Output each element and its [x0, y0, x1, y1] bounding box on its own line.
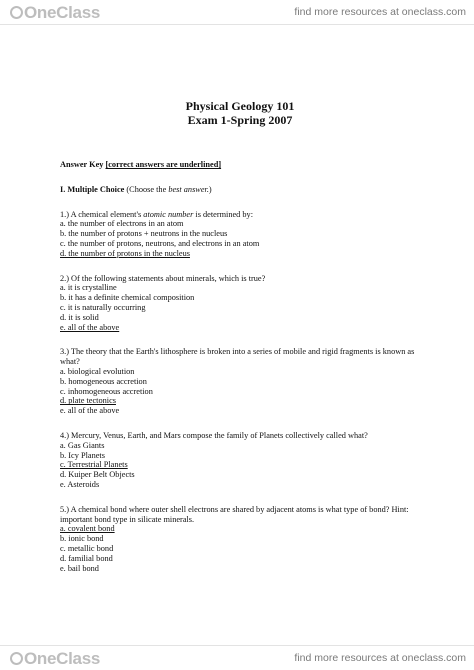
q1-option-d-correct: d. the number of protons in the nucleus — [60, 248, 190, 258]
oneclass-logo-footer[interactable] — [10, 649, 100, 669]
question-1-text — [60, 210, 420, 220]
q1-option-c: c. the number of protons, neutrons, and electrons in an atom — [60, 238, 260, 248]
q1-text-pre: 1.) A chemical element's — [60, 209, 142, 219]
question-2 — [60, 274, 420, 333]
q4-option-c-correct: c. Terrestrial Planets — [60, 460, 128, 470]
section-number: I. — [60, 184, 66, 194]
logo-mark-icon — [10, 652, 23, 665]
q1-option-b: b. the number of protons + neutrons in the nucleus — [60, 229, 228, 239]
question-5-text: 5.) A chemical bond where outer shell electrons are shared by adjacent atoms is what type of bond? Hint: important bond type in silicate minerals. — [60, 504, 409, 524]
section-note-post: ) — [208, 184, 212, 194]
question-3 — [60, 347, 420, 416]
answer-key-note: [correct answers are underlined] — [105, 160, 222, 169]
answer-key-line — [60, 160, 420, 170]
q1-option-a: a. the number of electrons in an atom — [60, 219, 184, 229]
question-3-text: 3.) The theory that the Earth's lithosphere is broken into a series of mobile and rigid fragments is known as what? — [60, 347, 415, 367]
logo-text: OneClass — [24, 649, 101, 668]
q5-option-b: b. ionic bond — [60, 534, 104, 544]
q4-option-b: b. Icy Planets — [60, 450, 105, 460]
q4-option-e: e. Asteroids — [60, 479, 100, 489]
section-note-pre: (Choose the — [126, 184, 167, 194]
q2-option-d: d. it is solid — [60, 312, 99, 322]
section-title: Multiple Choice — [67, 184, 125, 194]
question-2-text: 2.) Of the following statements about minerals, which is true? — [60, 273, 266, 283]
q3-option-c: c. inhomogeneous accretion — [60, 386, 153, 396]
section-note-emphasis: best answer. — [168, 184, 209, 194]
question-4 — [60, 431, 420, 490]
q2-option-a: a. it is crystalline — [60, 283, 117, 293]
q5-option-e: e. bail bond — [60, 563, 99, 573]
promo-link-footer[interactable]: find more resources at oneclass.com — [294, 652, 466, 664]
question-4-text: 4.) Mercury, Venus, Earth, and Mars compose the family of Planets collectively called what? — [60, 430, 368, 440]
q4-option-d: d. Kuiper Belt Objects — [60, 470, 135, 480]
document-title: Physical Geology 101 — [185, 99, 295, 113]
answer-key-label: Answer Key — [60, 160, 104, 169]
question-5 — [60, 505, 420, 574]
q5-option-d: d. familial bond — [60, 553, 113, 563]
q3-option-b: b. homogeneous accretion — [60, 376, 147, 386]
logo-mark-icon — [10, 6, 23, 19]
section-heading — [60, 185, 420, 195]
q3-option-d-correct: d. plate tectonics — [60, 396, 116, 406]
oneclass-logo[interactable] — [10, 3, 100, 23]
q1-text-post: is determined by: — [195, 209, 253, 219]
q2-option-c: c. it is naturally occurring — [60, 302, 146, 312]
q2-option-b: b. it has a definite chemical composition — [60, 293, 195, 303]
q5-option-a-correct: a. covalent bond — [60, 524, 115, 534]
q4-option-a: a. Gas Giants — [60, 440, 105, 450]
document-body — [60, 100, 420, 573]
q5-option-c: c. metallic bond — [60, 543, 114, 553]
logo-text: OneClass — [24, 3, 101, 22]
q3-option-e: e. all of the above — [60, 406, 120, 416]
question-1 — [60, 210, 420, 259]
bottom-footer-bar — [0, 645, 474, 670]
top-header-bar — [0, 0, 474, 25]
q1-text-emphasis: atomic number — [143, 209, 194, 219]
q2-option-e-correct: e. all of the above — [60, 322, 120, 332]
q3-option-a: a. biological evolution — [60, 366, 135, 376]
promo-link[interactable]: find more resources at oneclass.com — [294, 6, 466, 18]
document-subtitle: Exam 1-Spring 2007 — [187, 112, 293, 127]
